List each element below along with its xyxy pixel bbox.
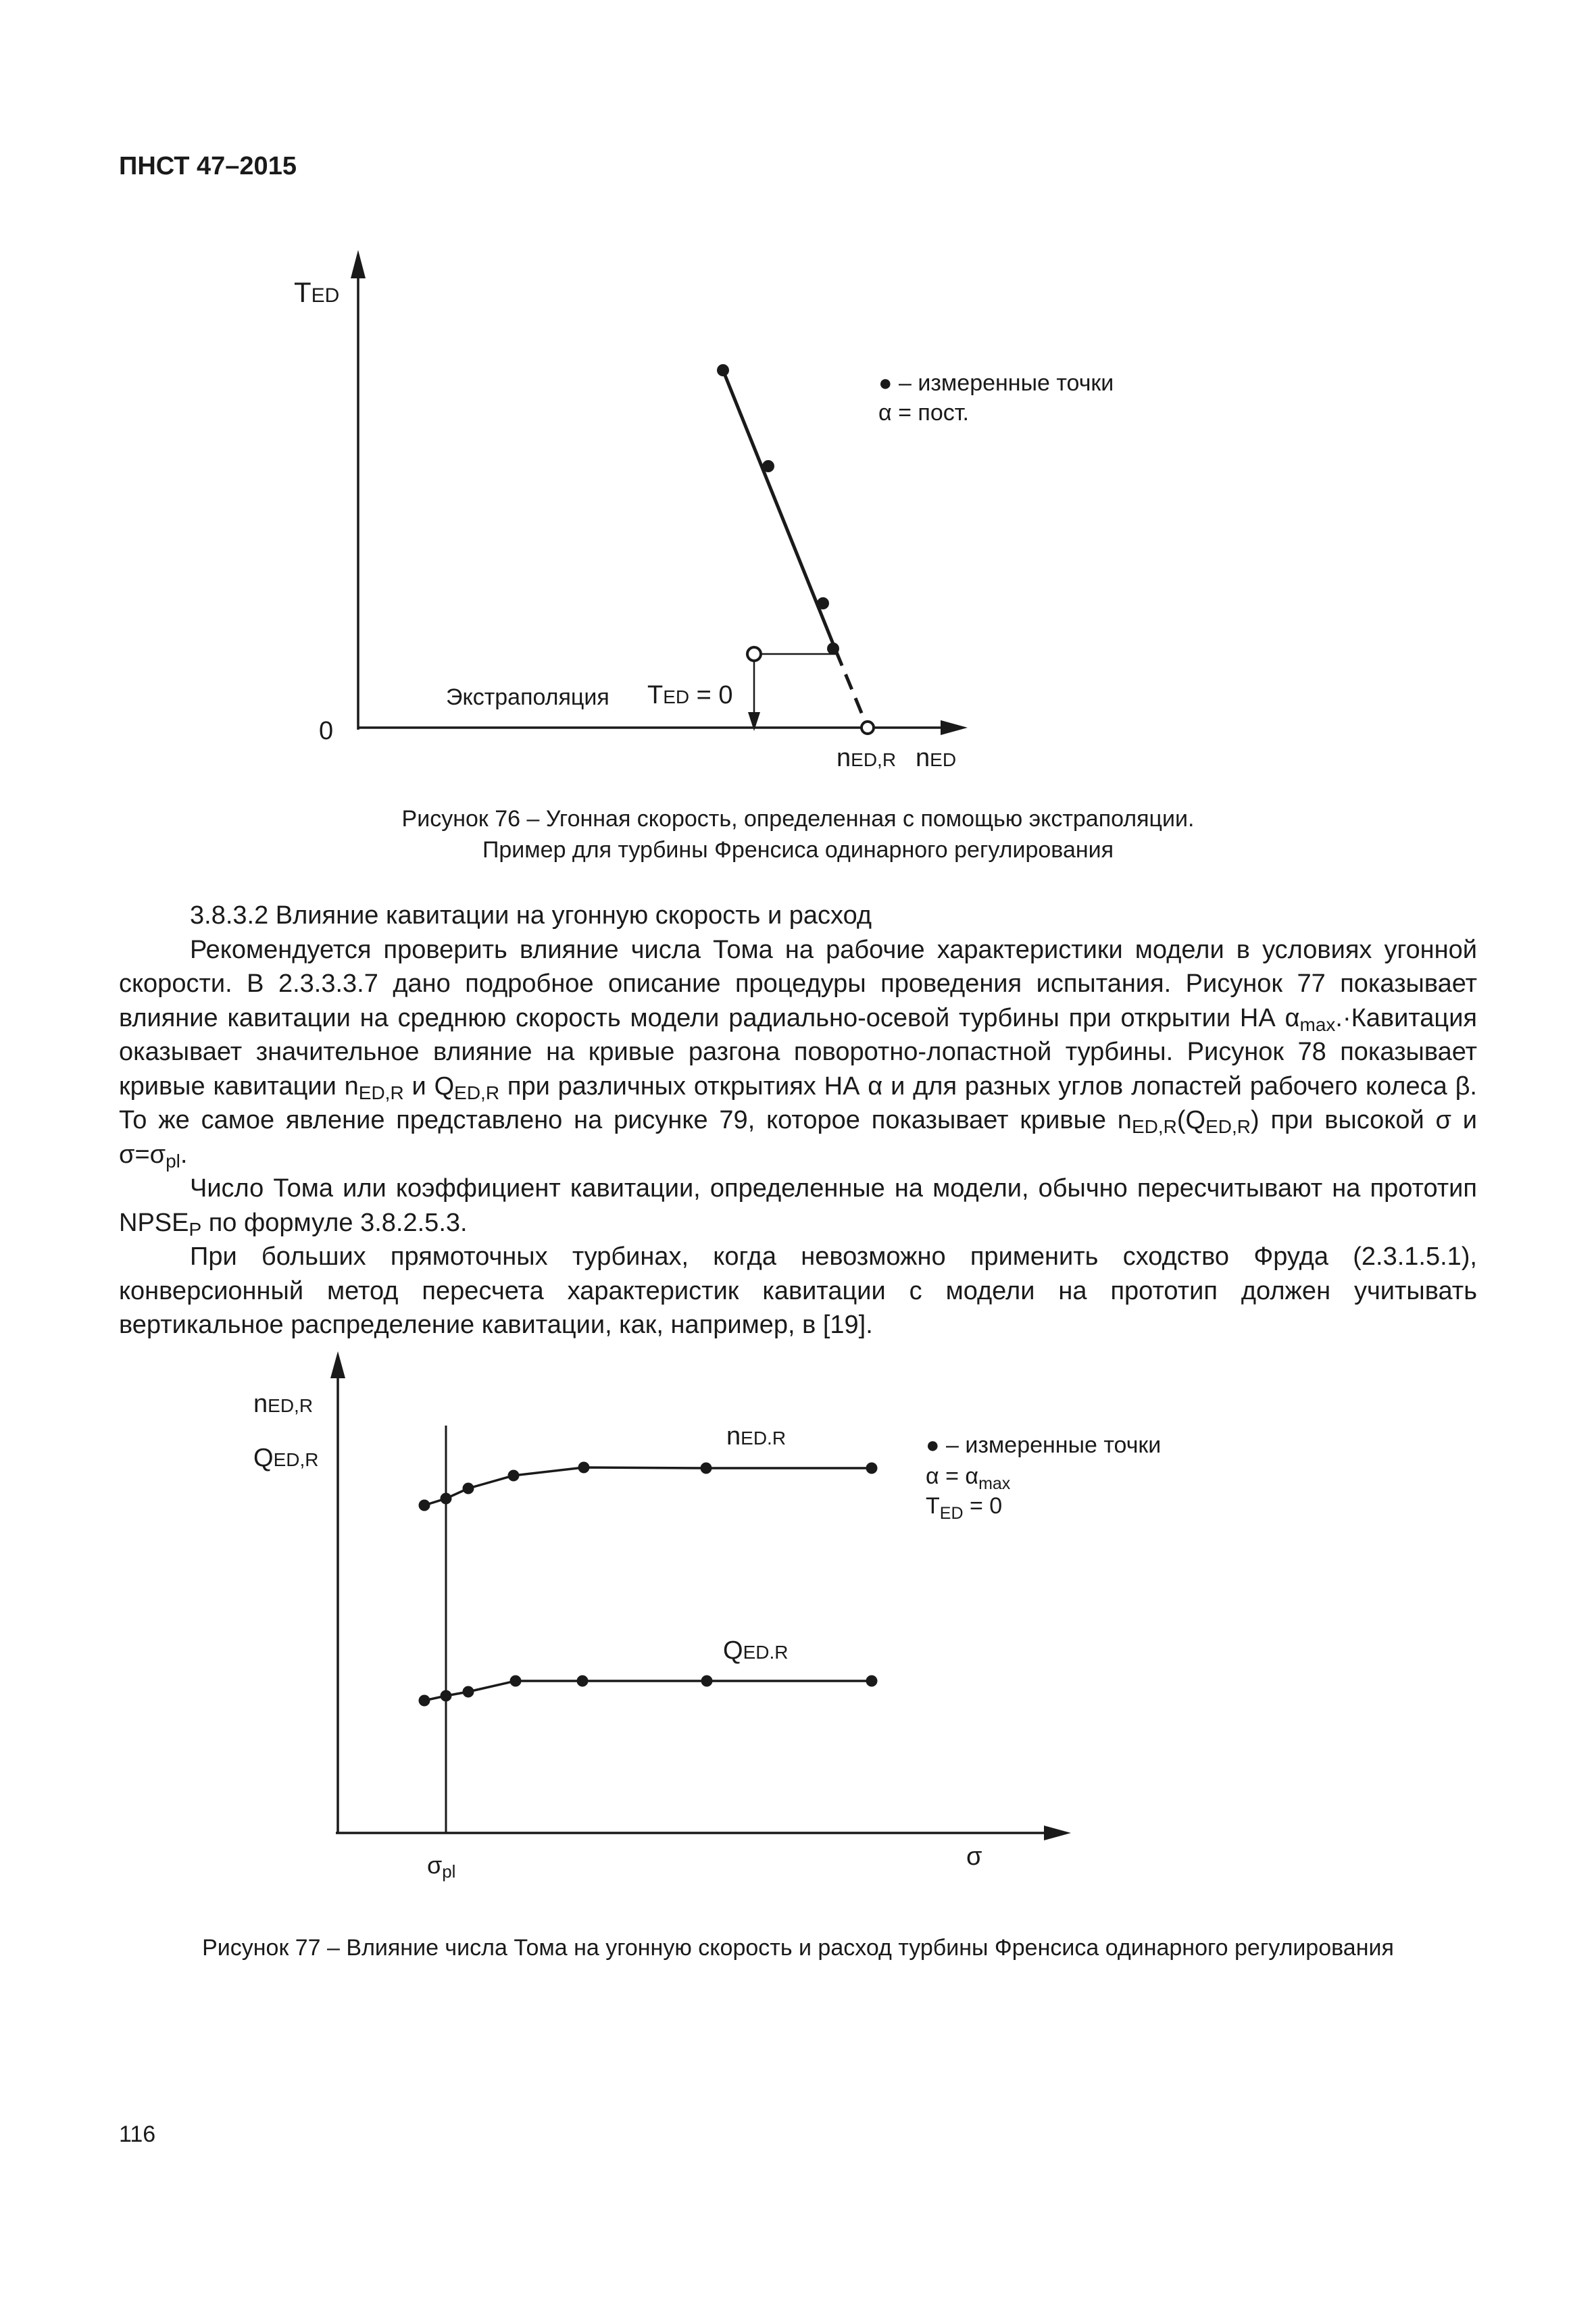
n-curve: [424, 1467, 872, 1505]
measured-point: [817, 597, 829, 609]
n-measured-point: [441, 1493, 452, 1505]
x-axis-arrowhead: [941, 720, 968, 735]
sigma-pl-label: σpl: [427, 1851, 456, 1882]
y-axis-label-q: QED,R: [253, 1444, 319, 1472]
y-axis-label: TED: [294, 276, 340, 308]
extrapolation-dashes: [836, 651, 868, 728]
n-measured-point: [866, 1463, 878, 1474]
y-axis-arrowhead: [330, 1351, 345, 1378]
sigma-axis-label: σ: [966, 1842, 982, 1871]
open-point-runaway: [862, 722, 874, 734]
body-text: [119, 899, 1477, 1342]
q-measured-point: [701, 1676, 713, 1687]
extrapolation-label: Экстраполяция: [446, 684, 609, 710]
section-heading-3-8-3-2: 3.8.3.2 Влияние кавитации на угонную скорость и расход: [190, 901, 872, 930]
legend-alpha-max: $\alpha = \alpha_{max}$: [926, 1463, 1011, 1493]
origin-label: 0: [319, 717, 334, 745]
paragraph-large-turbines: При больших прямоточных турбинах, когда невозможно применить сходство Фруда (2.3.1.5.1), конверсионный метод пересчета характеристик кавитации с модели на прототип должен учитывать вертикальное распределение кавитации, как, например, в [19].: [119, 1242, 1477, 1339]
q-measured-point: [463, 1686, 474, 1698]
q-curve-label: QED.R: [723, 1636, 789, 1665]
paragraph-thoma-influence: Рекомендуется проверить влияние числа Тома на рабочие характеристики модели в условиях угонной скорости. В 2.3.3.3.7 дано подробное описание процедуры проведения испытания. Рисунок 77 показывает влияние кавитации на среднюю скорость модели радиально-осевой турбины при открытии НА $\alpha_{max}.\cdot Кавитация$ оказывает значительное влияние на кривые разгона поворотно-лопастной турбины. Рисунок 78 показывает кривые кавитации $n_{ED,R}$ и $Q_{ED,R}$ при различных открытиях НА α и для разных углов лопастей рабочего колеса β. То же самое явление представлено на рисунке 79, которое показывает кривые $n_{ED,R}(Q_{ED,R})$ при высокой σ и $\sigma=\sigma_{pl}$.: [119, 935, 1477, 1172]
ted-zero-label: TED = 0: [647, 681, 733, 709]
figure-77-caption: Рисунок 77 – Влияние числа Тома на угонную скорость и расход турбины Френсиса одинарного регулирования: [202, 1935, 1394, 1961]
q-measured-point: [577, 1676, 589, 1687]
measured-point: [827, 643, 839, 655]
x-axis-label: nED: [916, 744, 957, 772]
n-measured-point: [419, 1500, 430, 1511]
open-point-reference: [747, 647, 761, 661]
y-axis-label-n: nED,R: [253, 1390, 314, 1418]
q-measured-point: [866, 1676, 878, 1687]
figure-77-thoma-influence: [0, 1344, 1596, 1892]
measured-point: [717, 364, 729, 376]
figure-76-runaway-extrapolation: [0, 243, 1596, 784]
figure-76-caption-line2: Пример для турбины Френсиса одинарного регулирования: [482, 837, 1114, 863]
n-measured-point: [463, 1483, 474, 1494]
legend-measured-points: ● – измеренные точки: [926, 1432, 1162, 1458]
legend-measured-points: ● – измеренные точки: [878, 370, 1114, 396]
x-axis-arrowhead: [1044, 1826, 1071, 1840]
paragraph-npse-conversion: Число Тома или коэффициент кавитации, определенные на модели, обычно пересчитывают на прототип $NPSE_P$ по формуле 3.8.2.5.3.: [119, 1174, 1477, 1240]
n-curve-label: nED.R: [726, 1422, 787, 1451]
n-measured-point: [508, 1470, 520, 1482]
figure-76-caption: [0, 803, 1596, 865]
measured-line: [723, 370, 836, 651]
figure-76-caption-line1: Рисунок 76 – Угонная скорость, определенная с помощью экстраполяции.: [401, 806, 1195, 832]
q-curve: [424, 1681, 872, 1701]
page-number: 116: [119, 2121, 156, 2147]
document-id: ПНСТ 47–2015: [119, 152, 297, 180]
measured-point: [762, 460, 774, 472]
q-measured-point: [419, 1695, 430, 1707]
n-measured-point: [578, 1462, 590, 1474]
q-measured-point: [510, 1676, 522, 1687]
n-measured-point: [701, 1463, 712, 1474]
y-axis-arrowhead: [351, 250, 366, 278]
q-measured-point: [441, 1690, 452, 1702]
x-axis-runaway-label: nED,R: [837, 744, 897, 772]
legend-ted-zero: $T_{ED} = 0$: [926, 1493, 1003, 1523]
legend-alpha-const: α = пост.: [878, 400, 969, 426]
